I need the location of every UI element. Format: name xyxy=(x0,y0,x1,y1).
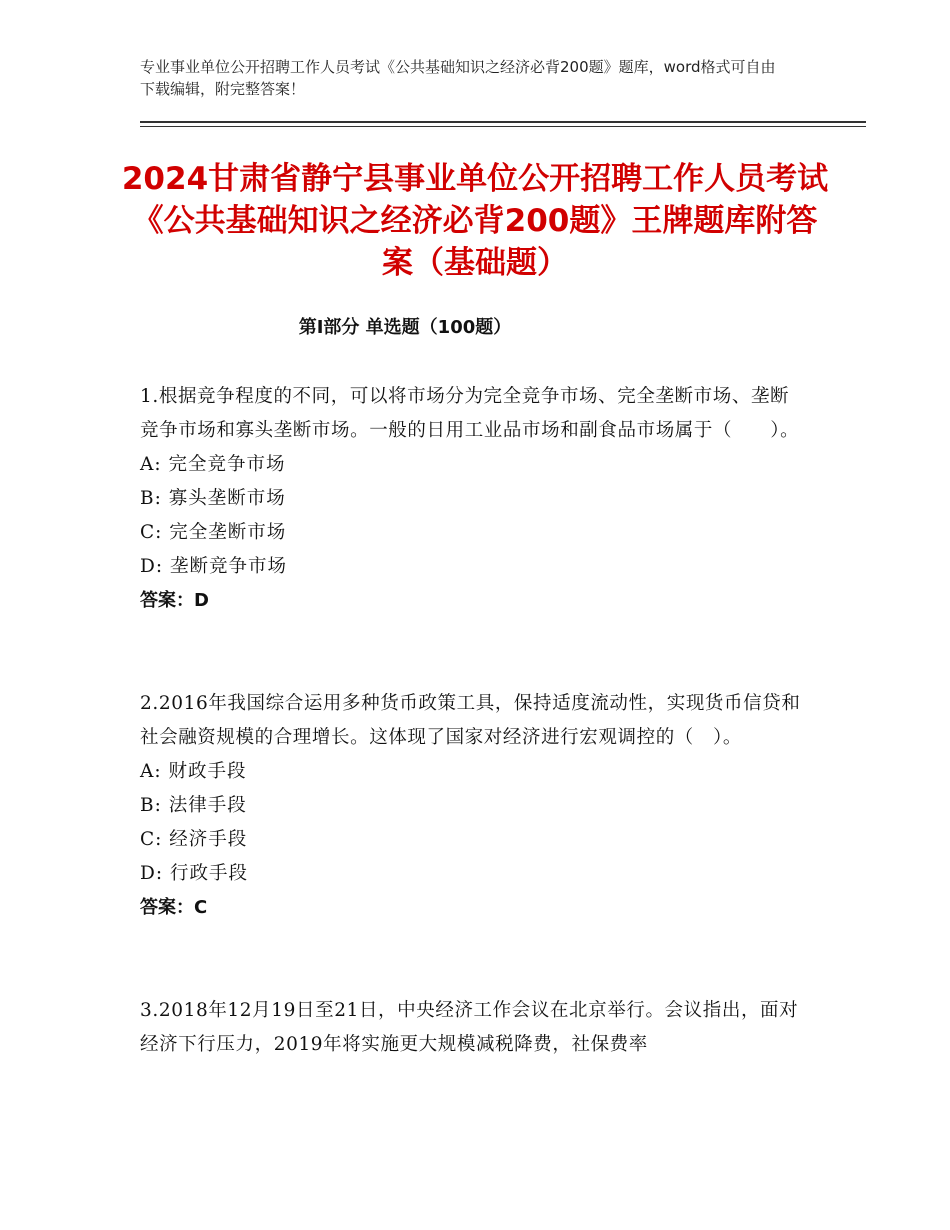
answer: 答案：C xyxy=(140,897,208,918)
question-stem: 1.根据竞争程度的不同，可以将市场分为完全竞争市场、完全垄断市场、垄断竞争市场和寡头垄断市场。一般的日用工业品市场和副食品市场属于（ ）。 xyxy=(140,386,800,441)
option-c: C: 完全垄断市场 xyxy=(140,522,287,543)
header-divider-thick xyxy=(140,121,866,123)
question-2 xyxy=(140,687,805,925)
option-b: B: 寡头垄断市场 xyxy=(140,488,286,509)
question-stem: 3.2018年12月19日至21日，中央经济工作会议在北京举行。会议指出，面对经济下行压力，2019年将实施更大规模减税降费，社保费率 xyxy=(140,1000,799,1055)
section-heading: 第Ⅰ部分 单选题（100题） xyxy=(298,317,512,338)
answer: 答案：D xyxy=(140,590,209,611)
option-a: A: 完全竞争市场 xyxy=(140,454,286,475)
question-3 xyxy=(140,994,805,1062)
question-1 xyxy=(140,380,805,618)
option-b: B: 法律手段 xyxy=(140,795,247,816)
document-header-note: 专业事业单位公开招聘工作人员考试《公共基础知识之经济必背200题》题库，word格式可自由下载编辑，附完整答案！ xyxy=(140,58,776,98)
question-stem: 2.2016年我国综合运用多种货币政策工具，保持适度流动性，实现货币信贷和社会融资规模的合理增长。这体现了国家对经济进行宏观调控的（ ）。 xyxy=(140,693,801,748)
option-d: D: 垄断竞争市场 xyxy=(140,556,287,577)
option-a: A: 财政手段 xyxy=(140,761,247,782)
header-divider-thin xyxy=(140,126,866,127)
option-c: C: 经济手段 xyxy=(140,829,248,850)
option-d: D: 行政手段 xyxy=(140,863,248,884)
document-title: 2024甘肃省静宁县事业单位公开招聘工作人员考试《公共基础知识之经济必背200题》王牌题库附答案（基础题） xyxy=(121,161,829,281)
